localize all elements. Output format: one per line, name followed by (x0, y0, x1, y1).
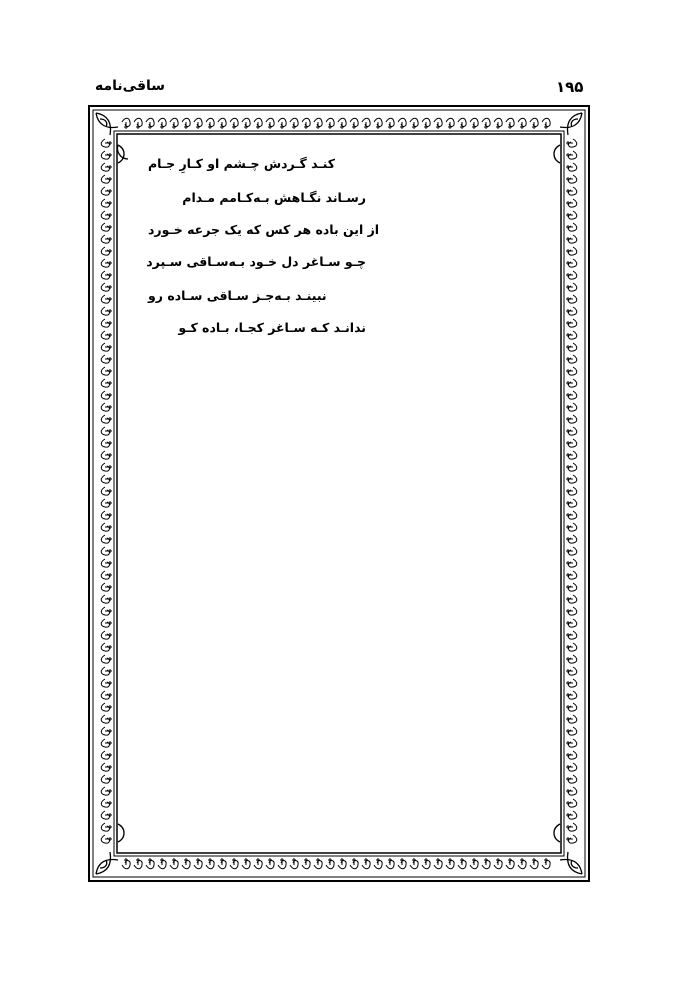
border-motif-icon (218, 858, 226, 869)
border-motif-icon (566, 151, 577, 159)
border-motif-icon (101, 583, 112, 591)
border-motif-icon (206, 118, 214, 129)
border-motif-icon (242, 858, 250, 869)
verse-line-6: ندانـد کـه سـاغر کجـا، بـاده کـو (178, 320, 366, 335)
border-motif-icon (374, 858, 382, 869)
border-motif-icon (566, 187, 577, 195)
border-motif-icon (158, 118, 166, 129)
border-motif-icon (101, 379, 112, 387)
border-motif-icon (566, 655, 577, 663)
border-motif-icon (170, 118, 178, 129)
border-motif-icon (101, 523, 112, 531)
border-motif-icon (566, 835, 577, 843)
border-motif-icon (338, 118, 346, 129)
border-motif-icon (101, 151, 112, 159)
border-motif-icon (506, 118, 514, 129)
border-motif-icon (101, 799, 112, 807)
border-motif-icon (101, 727, 112, 735)
border-motif-icon (566, 451, 577, 459)
border-motif-icon (518, 858, 526, 869)
border-motif-icon (101, 679, 112, 687)
border-motif-icon (566, 439, 577, 447)
border-motif-icon (101, 475, 112, 483)
border-motif-icon (566, 559, 577, 567)
border-motif-icon (254, 858, 262, 869)
border-motif-icon (278, 858, 286, 869)
border-motif-icon (470, 118, 478, 129)
border-motif-icon (101, 751, 112, 759)
border-motif-icon (566, 259, 577, 267)
border-motif-icon (506, 858, 514, 869)
border-motif-icon (101, 547, 112, 555)
border-motif-icon (158, 858, 166, 869)
border-motif-icon (101, 655, 112, 663)
verse-line-5: نبینـد بـه‌جـز سـاقی سـاده رو (148, 288, 327, 303)
border-motif-icon (326, 118, 334, 129)
border-motif-icon (566, 175, 577, 183)
border-motif-icon (566, 379, 577, 387)
verse-line-2: رسـاند نگـاهش بـه‌کـامم مـدام (182, 190, 366, 205)
border-motif-icon (494, 118, 502, 129)
border-motif-icon (434, 858, 442, 869)
border-motif-icon (101, 451, 112, 459)
border-motif-icon (101, 559, 112, 567)
border-motif-icon (458, 118, 466, 129)
border-motif-icon (101, 691, 112, 699)
border-motif-icon (566, 223, 577, 231)
border-motif-icon (101, 715, 112, 723)
border-motif-icon (146, 858, 154, 869)
border-motif-icon (338, 858, 346, 869)
border-motif-icon (566, 139, 577, 147)
border-motif-icon (326, 858, 334, 869)
border-motif-icon (386, 858, 394, 869)
border-motif-icon (230, 858, 238, 869)
border-motif-icon (101, 427, 112, 435)
border-motif-icon (101, 619, 112, 627)
border-motif-icon (566, 823, 577, 831)
border-motif-icon (101, 535, 112, 543)
border-motif-icon (101, 571, 112, 579)
border-motif-icon (446, 118, 454, 129)
border-motif-icon (242, 118, 250, 129)
border-motif-icon (470, 858, 478, 869)
border-motif-icon (566, 535, 577, 543)
border-motif-icon (566, 235, 577, 243)
border-motif-icon (218, 118, 226, 129)
border-motif-icon (101, 343, 112, 351)
border-motif-icon (182, 858, 190, 869)
running-title: ساقی‌نامه (95, 78, 166, 94)
border-motif-icon (290, 118, 298, 129)
border-motif-icon (530, 118, 538, 129)
border-motif-icon (566, 163, 577, 171)
border-motif-icon (566, 739, 577, 747)
border-motif-icon (542, 858, 550, 869)
border-motif-icon (101, 367, 112, 375)
border-motif-icon (314, 118, 322, 129)
border-motif-icon (101, 211, 112, 219)
border-motif-icon (290, 858, 298, 869)
border-motif-icon (101, 739, 112, 747)
verse-line-4: چـو سـاغر دل خـود بـه‌سـاقی سـپرد (146, 254, 366, 269)
border-motif-icon (566, 787, 577, 795)
border-motif-icon (350, 118, 358, 129)
border-motif-icon (101, 415, 112, 423)
border-motif-icon (410, 118, 418, 129)
border-motif-icon (566, 703, 577, 711)
border-motif-icon (434, 118, 442, 129)
border-motif-icon (101, 319, 112, 327)
border-motif-icon (446, 858, 454, 869)
page-number: ۱۹۵ (556, 78, 584, 96)
border-motif-icon (566, 319, 577, 327)
border-motif-icon (566, 619, 577, 627)
border-motif-icon (101, 199, 112, 207)
border-motif-icon (101, 259, 112, 267)
border-motif-icon (566, 571, 577, 579)
border-motif-icon (101, 631, 112, 639)
border-motif-icon (266, 858, 274, 869)
border-motif-icon (398, 118, 406, 129)
border-motif-icon (386, 118, 394, 129)
border-motif-icon (122, 858, 130, 869)
border-motif-icon (542, 118, 550, 129)
border-motif-icon (302, 118, 310, 129)
border-motif-icon (101, 511, 112, 519)
border-motif-icon (566, 631, 577, 639)
border-motif-icon (482, 118, 490, 129)
border-motif-icon (566, 403, 577, 411)
page-header (95, 78, 583, 100)
border-motif-icon (101, 223, 112, 231)
border-motif-icon (566, 547, 577, 555)
border-motif-icon (101, 607, 112, 615)
border-motif-icon (566, 295, 577, 303)
border-motif-icon (566, 331, 577, 339)
border-motif-icon (566, 751, 577, 759)
border-motif-icon (566, 607, 577, 615)
border-motif-icon (101, 823, 112, 831)
border-motif-icon (422, 118, 430, 129)
border-motif-icon (101, 775, 112, 783)
border-motif-icon (566, 583, 577, 591)
border-motif-icon (566, 211, 577, 219)
border-motif-icon (362, 118, 370, 129)
border-motif-icon (566, 715, 577, 723)
border-motif-icon (170, 858, 178, 869)
border-motif-icon (566, 595, 577, 603)
border-motif-icon (194, 858, 202, 869)
border-motif-icon (101, 295, 112, 303)
verse-line-3: از این باده هر کس که یک جرعه خـورد (148, 222, 380, 237)
border-motif-icon (566, 355, 577, 363)
border-motif-icon (566, 199, 577, 207)
border-motif-icon (101, 595, 112, 603)
border-motif-icon (101, 187, 112, 195)
border-motif-icon (482, 858, 490, 869)
border-motif-icon (566, 271, 577, 279)
border-motif-icon (266, 118, 274, 129)
border-motif-icon (101, 439, 112, 447)
border-motif-icon (566, 511, 577, 519)
border-motif-icon (101, 667, 112, 675)
border-motif-icon (101, 247, 112, 255)
border-motif-icon (101, 643, 112, 651)
border-motif-icon (362, 858, 370, 869)
border-motif-icon (254, 118, 262, 129)
border-motif-icon (566, 367, 577, 375)
border-motif-icon (566, 391, 577, 399)
border-motif-icon (134, 118, 142, 129)
border-motif-icon (566, 499, 577, 507)
border-motif-icon (566, 643, 577, 651)
border-motif-icon (134, 858, 142, 869)
verse-line-1: کنـد گـردش چـشم او کـارِ جـام (148, 156, 336, 171)
border-motif-icon (566, 811, 577, 819)
border-motif-icon (278, 118, 286, 129)
border-motif-icon (101, 499, 112, 507)
border-motif-icon (566, 523, 577, 531)
border-motif-icon (422, 858, 430, 869)
border-motif-icon (566, 343, 577, 351)
border-motif-icon (101, 139, 112, 147)
border-motif-icon (530, 858, 538, 869)
border-motif-icon (101, 763, 112, 771)
border-motif-icon (146, 118, 154, 129)
border-motif-icon (101, 703, 112, 711)
border-motif-icon (566, 307, 577, 315)
border-motif-icon (374, 118, 382, 129)
border-motif-icon (101, 403, 112, 411)
border-motif-icon (458, 858, 466, 869)
poem-verses (148, 150, 528, 350)
border-motif-icon (206, 858, 214, 869)
border-motif-icon (101, 163, 112, 171)
border-motif-icon (101, 787, 112, 795)
border-motif-icon (566, 691, 577, 699)
border-motif-icon (194, 118, 202, 129)
border-motif-icon (566, 667, 577, 675)
border-motif-icon (101, 175, 112, 183)
border-motif-icon (101, 235, 112, 243)
border-motif-icon (101, 463, 112, 471)
border-motif-icon (101, 331, 112, 339)
border-motif-icon (566, 475, 577, 483)
border-motif-icon (566, 427, 577, 435)
border-motif-icon (101, 355, 112, 363)
border-motif-icon (566, 727, 577, 735)
border-motif-icon (566, 415, 577, 423)
border-motif-icon (566, 463, 577, 471)
border-motif-icon (182, 118, 190, 129)
border-motif-icon (566, 283, 577, 291)
border-motif-icon (314, 858, 322, 869)
border-motif-icon (494, 858, 502, 869)
border-motif-icon (410, 858, 418, 869)
border-motif-icon (566, 247, 577, 255)
border-motif-icon (101, 487, 112, 495)
border-motif-icon (518, 118, 526, 129)
border-motif-icon (230, 118, 238, 129)
border-motif-icon (398, 858, 406, 869)
border-motif-icon (101, 811, 112, 819)
border-motif-icon (101, 391, 112, 399)
border-motif-icon (101, 835, 112, 843)
border-motif-icon (122, 118, 130, 129)
border-motif-icon (101, 271, 112, 279)
border-motif-icon (566, 763, 577, 771)
border-motif-icon (566, 799, 577, 807)
border-motif-icon (101, 283, 112, 291)
border-motif-icon (302, 858, 310, 869)
border-motif-icon (101, 307, 112, 315)
border-motif-icon (566, 679, 577, 687)
border-motif-icon (566, 775, 577, 783)
border-motif-icon (350, 858, 358, 869)
border-motif-icon (566, 487, 577, 495)
